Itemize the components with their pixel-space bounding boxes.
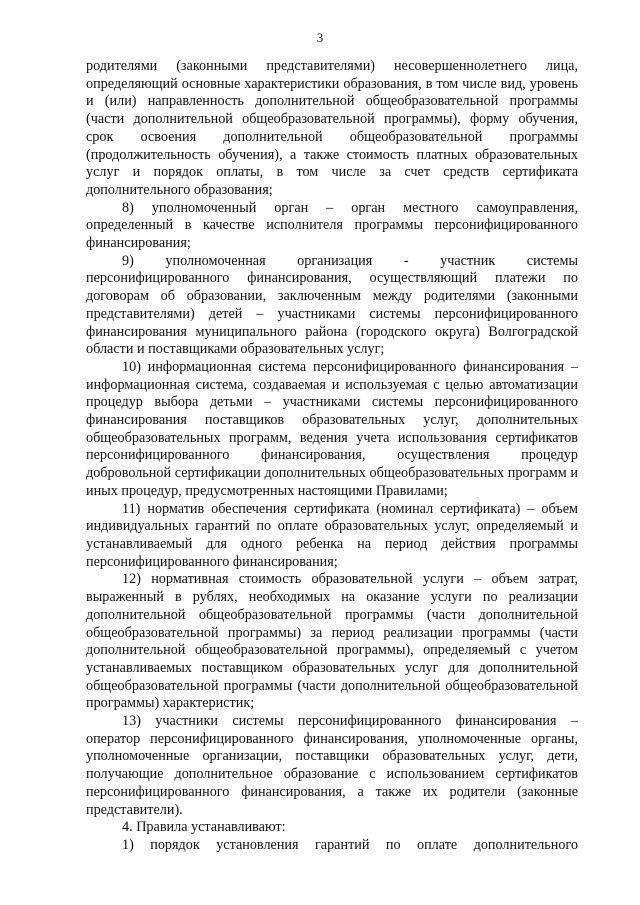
page-number: 3 bbox=[316, 30, 324, 45]
paragraph-item-13: 13) участники системы персонифицированного финансирования – оператор персонифицированного финансирования, уполномоченные органы, уполномоченные организации, поставщики образовательных услуг, дети, получающие дополнительное образование с использованием сертификатов персонифицированного финансирования, а также их родители (законные представители). bbox=[86, 713, 578, 818]
paragraph-section-4: 4. Правила устанавливают: bbox=[122, 819, 286, 836]
paragraph-item-11: 11) норматив обеспечения сертификата (номинал сертификата) – объем индивидуальных гарантий по оплате образовательных услуг, определяемый и устанавливаемый для одного ребенка на период действия программы персонифицированного финансирования; bbox=[86, 500, 578, 570]
paragraph-item-10: 10) информационная система персонифицированного финансирования – информационная система, создаваемая и используемая с целью автоматизации процедур выбора детьми – участниками системы персонифицированного финансирования поставщиков образовательных услуг, дополнительных общеобразовательных программ, ведения учета использования сертификатов персонифицированного финансирования, осуществления процедур добровольной сертификации дополнительных общеобразовательных программ и иных процедур, предусмотренных настоящими Правилами; bbox=[86, 358, 578, 499]
document-body bbox=[86, 58, 578, 855]
paragraph-continuation: родителями (законными представителями) несовершеннолетнего лица, определяющий основные характеристики образования, в том числе вид, уровень и (или) направленность дополнительной общеобразовательной программы (части дополнительной общеобразовательной программы), форму обучения, срок освоения дополнительной общеобразовательной программы (продолжительность обучения), а также стоимость платных образовательных услуг и порядок оплаты, в том числе за счет средств сертификата дополнительного образования; bbox=[86, 58, 578, 198]
paragraph-section-4-item-1: 1) порядок установления гарантий по оплате дополнительного bbox=[122, 836, 578, 853]
paragraph-item-9: 9) уполномоченная организация - участник системы персонифицированного финансирования, осуществляющий платежи по договорам об образовании, заключенным между родителями (законными представителями) детей – участниками системы персонифицированного финансирования муниципального района (городского округа) Волгоградской области и поставщиками образовательных услуг; bbox=[86, 252, 578, 358]
paragraph-item-8: 8) уполномоченный орган – орган местного самоуправления, определенный в качестве исполнителя программы персонифицированного финансирования; bbox=[86, 199, 578, 252]
paragraph-item-12: 12) нормативная стоимость образовательной услуги – объем затрат, выраженный в рублях, необходимых на оказание услуги по реализации дополнительной общеобразовательной программы (части дополнительной общеобразовательной программы) за период реализации программы (части дополнительной общеобразовательной программы), определяемый с учетом устанавливаемых поставщиком образовательных услуг для дополнительной общеобразовательной программы (части дополнительной общеобразовательной программы) характеристик; bbox=[86, 571, 578, 712]
